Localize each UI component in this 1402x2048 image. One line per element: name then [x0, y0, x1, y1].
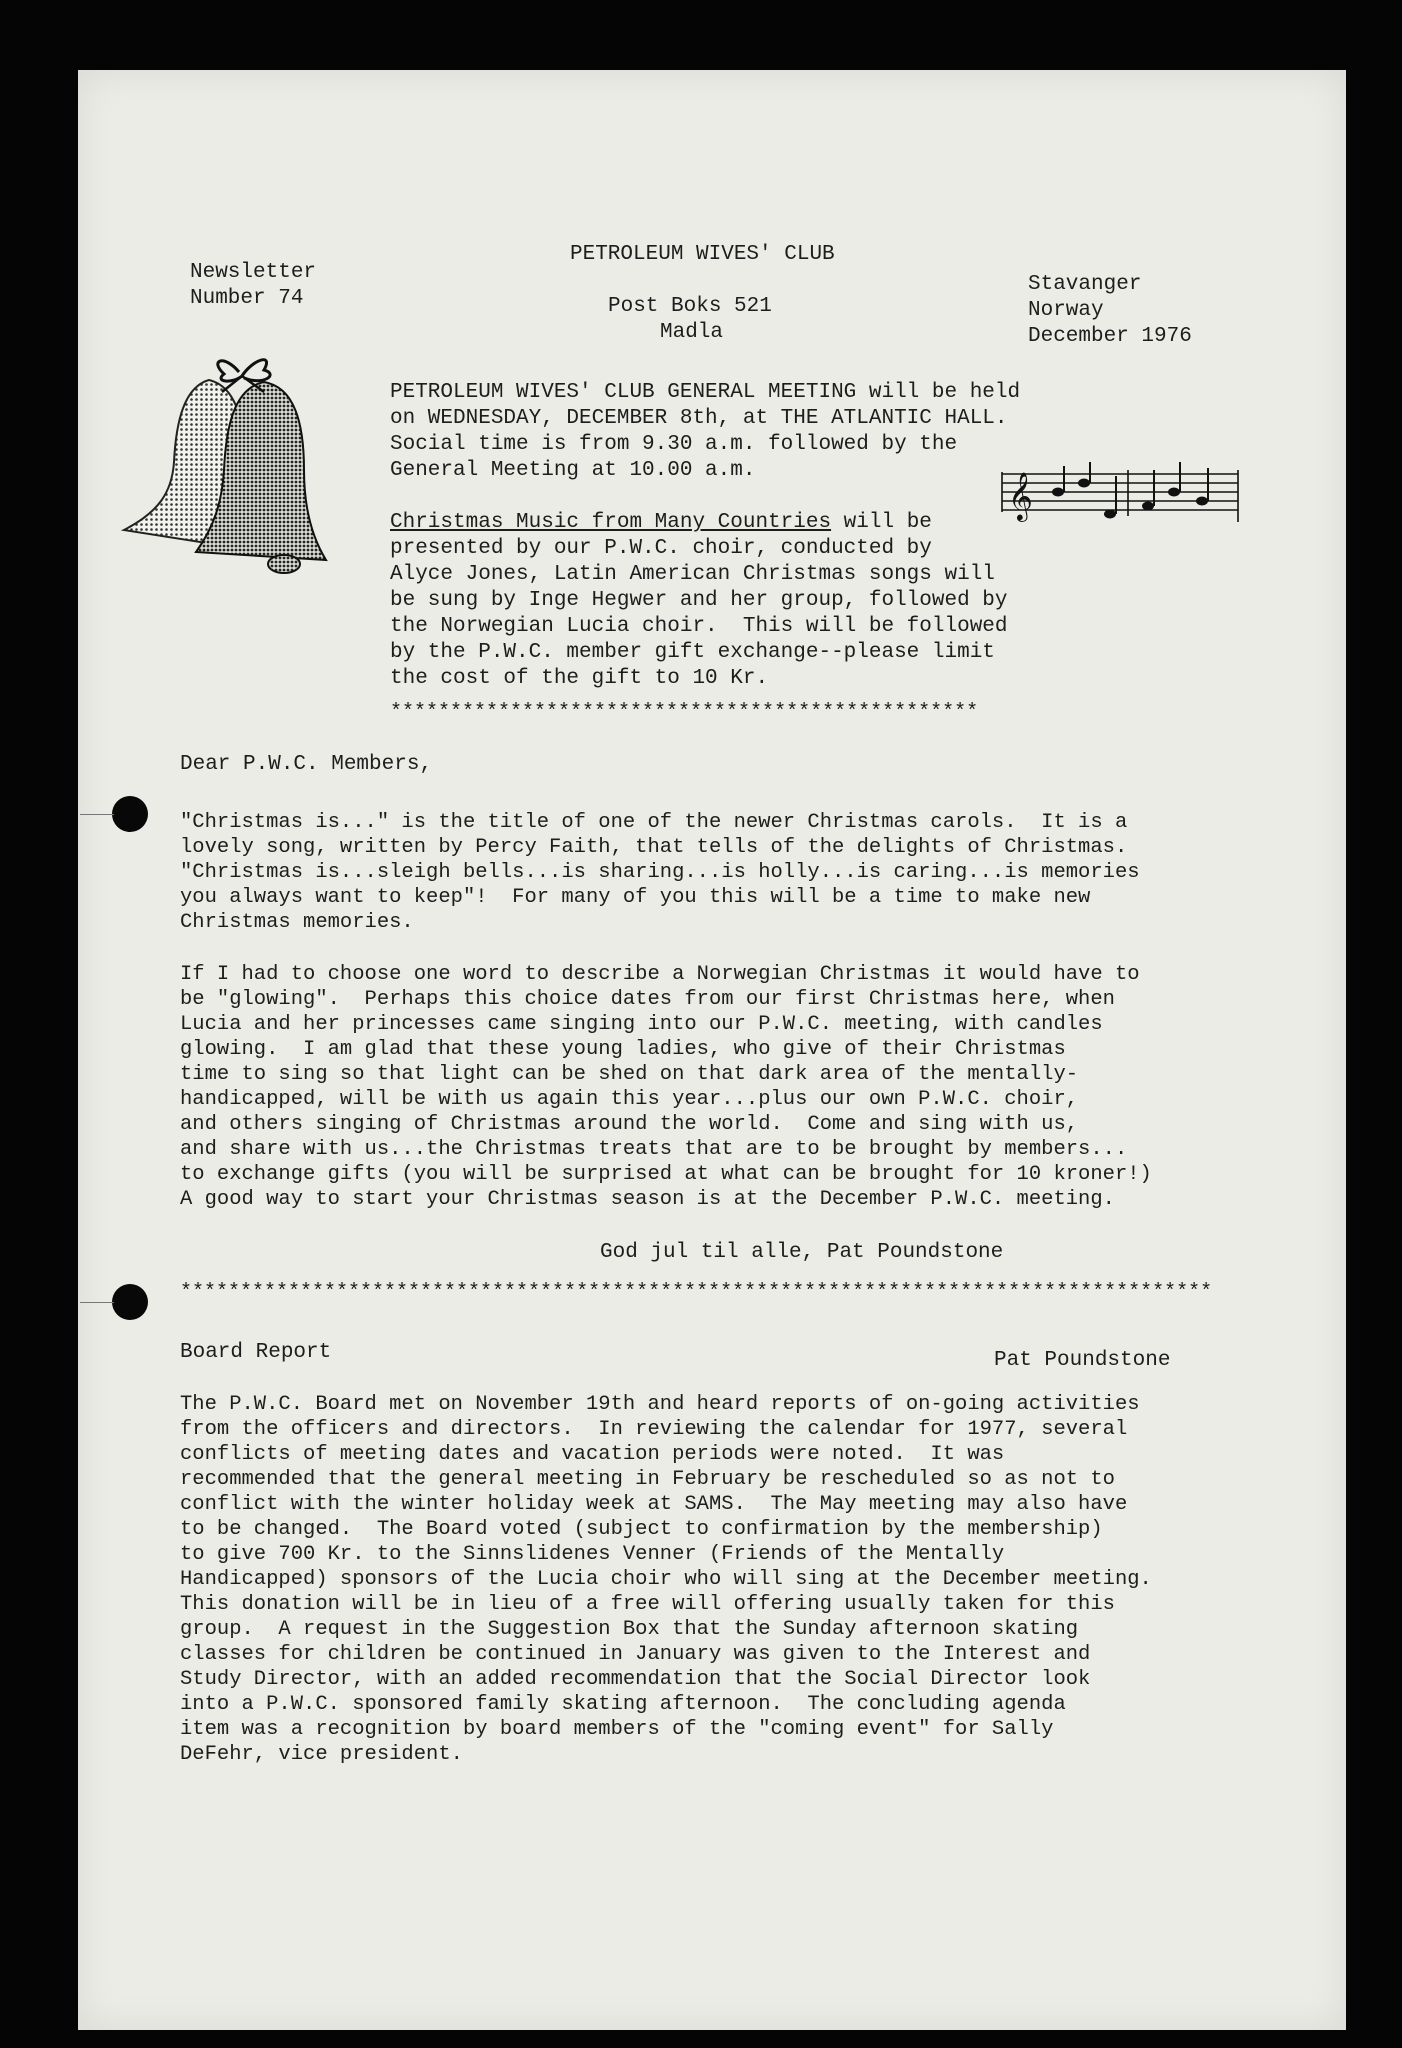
report-line: from the officers and directors. In reviewing the calendar for 1977, several [180, 1418, 1128, 1441]
letter-line: A good way to start your Christmas season is at the December P.W.C. meeting. [180, 1188, 1115, 1211]
letter-line: glowing. I am glad that these young ladies, who give of their Christmas [180, 1038, 1066, 1061]
letter-line: Christmas memories. [180, 911, 414, 934]
letter-line: and share with us...the Christmas treats that are to be brought by members... [180, 1138, 1128, 1161]
separator-stars: ************************************************************************************** [180, 1282, 1213, 1304]
music-line: be sung by Inge Hegwer and her group, followed by [390, 589, 1008, 612]
letter-line: If I had to choose one word to describe a Norwegian Christmas it would have to [180, 963, 1140, 986]
punch-hole [112, 1284, 148, 1320]
letter-line: lovely song, written by Percy Faith, that tells of the delights of Christmas. [180, 836, 1128, 859]
report-line: conflict with the winter holiday week at SAMS. The May meeting may also have [180, 1493, 1128, 1516]
music-line: presented by our P.W.C. choir, conducted by [390, 537, 932, 560]
board-report-title: Board Report [180, 1341, 332, 1364]
letter-line: be "glowing". Perhaps this choice dates from our first Christmas here, when [180, 988, 1115, 1011]
report-line: into a P.W.C. sponsored family skating afternoon. The concluding agenda [180, 1693, 1066, 1716]
meeting-line: PETROLEUM WIVES' CLUB GENERAL MEETING will be held [390, 381, 1021, 404]
music-first-line [390, 510, 932, 536]
report-line: Handicapped) sponsors of the Lucia choir who will sing at the December meeting. [180, 1568, 1152, 1591]
report-line: This donation will be in lieu of a free will offering usually taken for this [180, 1593, 1115, 1616]
letter-line: you always want to keep"! For many of you this will be a time to make new [180, 886, 1091, 909]
report-line: classes for children be continued in January was given to the Interest and [180, 1643, 1091, 1666]
report-line: DeFehr, vice president. [180, 1743, 463, 1766]
board-report-author: Pat Poundstone [994, 1349, 1171, 1372]
letter-line: time to sing so that light can be shed on that dark area of the mentally- [180, 1063, 1079, 1086]
address-line2: Madla [660, 321, 724, 344]
christmas-bells-icon [114, 352, 354, 612]
letter-line: and others singing of Christmas around the world. Come and sing with us, [180, 1113, 1079, 1136]
margin-mark [80, 814, 114, 815]
location-country: Norway [1028, 299, 1104, 322]
music-staff-icon [998, 462, 1258, 526]
music-line: the Norwegian Lucia choir. This will be followed [390, 615, 1008, 638]
report-line: to give 700 Kr. to the Sinnslidenes Venner (Friends of the Mentally [180, 1543, 1005, 1566]
report-line: to be changed. The Board voted (subject to confirmation by the membership) [180, 1518, 1103, 1541]
music-line: Alyce Jones, Latin American Christmas songs will [390, 563, 995, 586]
report-line: Study Director, with an added recommendation that the Social Director look [180, 1668, 1091, 1691]
newsletter-label: Newsletter [190, 261, 317, 284]
letter-line: "Christmas is...sleigh bells...is sharing...is holly...is caring...is memories [180, 861, 1140, 884]
meeting-line: General Meeting at 10.00 a.m. [390, 459, 756, 482]
report-line: conflicts of meeting dates and vacation periods were noted. It was [180, 1443, 1005, 1466]
address-line1: Post Boks 521 [608, 295, 772, 318]
report-line: recommended that the general meeting in February be rescheduled so as not to [180, 1468, 1115, 1491]
meeting-line: on WEDNESDAY, DECEMBER 8th, at THE ATLANTIC HALL. [390, 407, 1008, 430]
club-name: PETROLEUM WIVES' CLUB [570, 243, 835, 266]
separator-stars: ************************************************* [390, 702, 979, 724]
letter-line: "Christmas is..." is the title of one of the newer Christmas carols. It is a [180, 811, 1128, 834]
punch-hole [112, 796, 148, 832]
newsletter-number: Number 74 [190, 287, 304, 310]
newsletter-page [78, 70, 1346, 2030]
meeting-line: Social time is from 9.30 a.m. followed by the [390, 433, 958, 456]
svg-text:𝄞: 𝄞 [1008, 471, 1033, 520]
issue-date: December 1976 [1028, 325, 1192, 348]
letter-line: to exchange gifts (you will be surprised at what can be brought for 10 kroner!) [180, 1163, 1152, 1186]
salutation: Dear P.W.C. Members, [180, 753, 433, 776]
location-city: Stavanger [1028, 273, 1142, 296]
music-line: by the P.W.C. member gift exchange--please limit [390, 641, 995, 664]
music-title: Christmas Music from Many Countries [390, 511, 832, 534]
music-line: will be [831, 511, 932, 534]
letter-line: Lucia and her princesses came singing into our P.W.C. meeting, with candles [180, 1013, 1103, 1036]
report-line: group. A request in the Suggestion Box that the Sunday afternoon skating [180, 1618, 1079, 1641]
report-line: The P.W.C. Board met on November 19th and heard reports of on-going activities [180, 1393, 1140, 1416]
letter-line: handicapped, will be with us again this year...plus our own P.W.C. choir, [180, 1088, 1079, 1111]
music-line: the cost of the gift to 10 Kr. [390, 667, 769, 690]
margin-mark [80, 1302, 114, 1303]
letter-signoff: God jul til alle, Pat Poundstone [600, 1241, 1004, 1264]
report-line: item was a recognition by board members of the "coming event" for Sally [180, 1718, 1054, 1741]
